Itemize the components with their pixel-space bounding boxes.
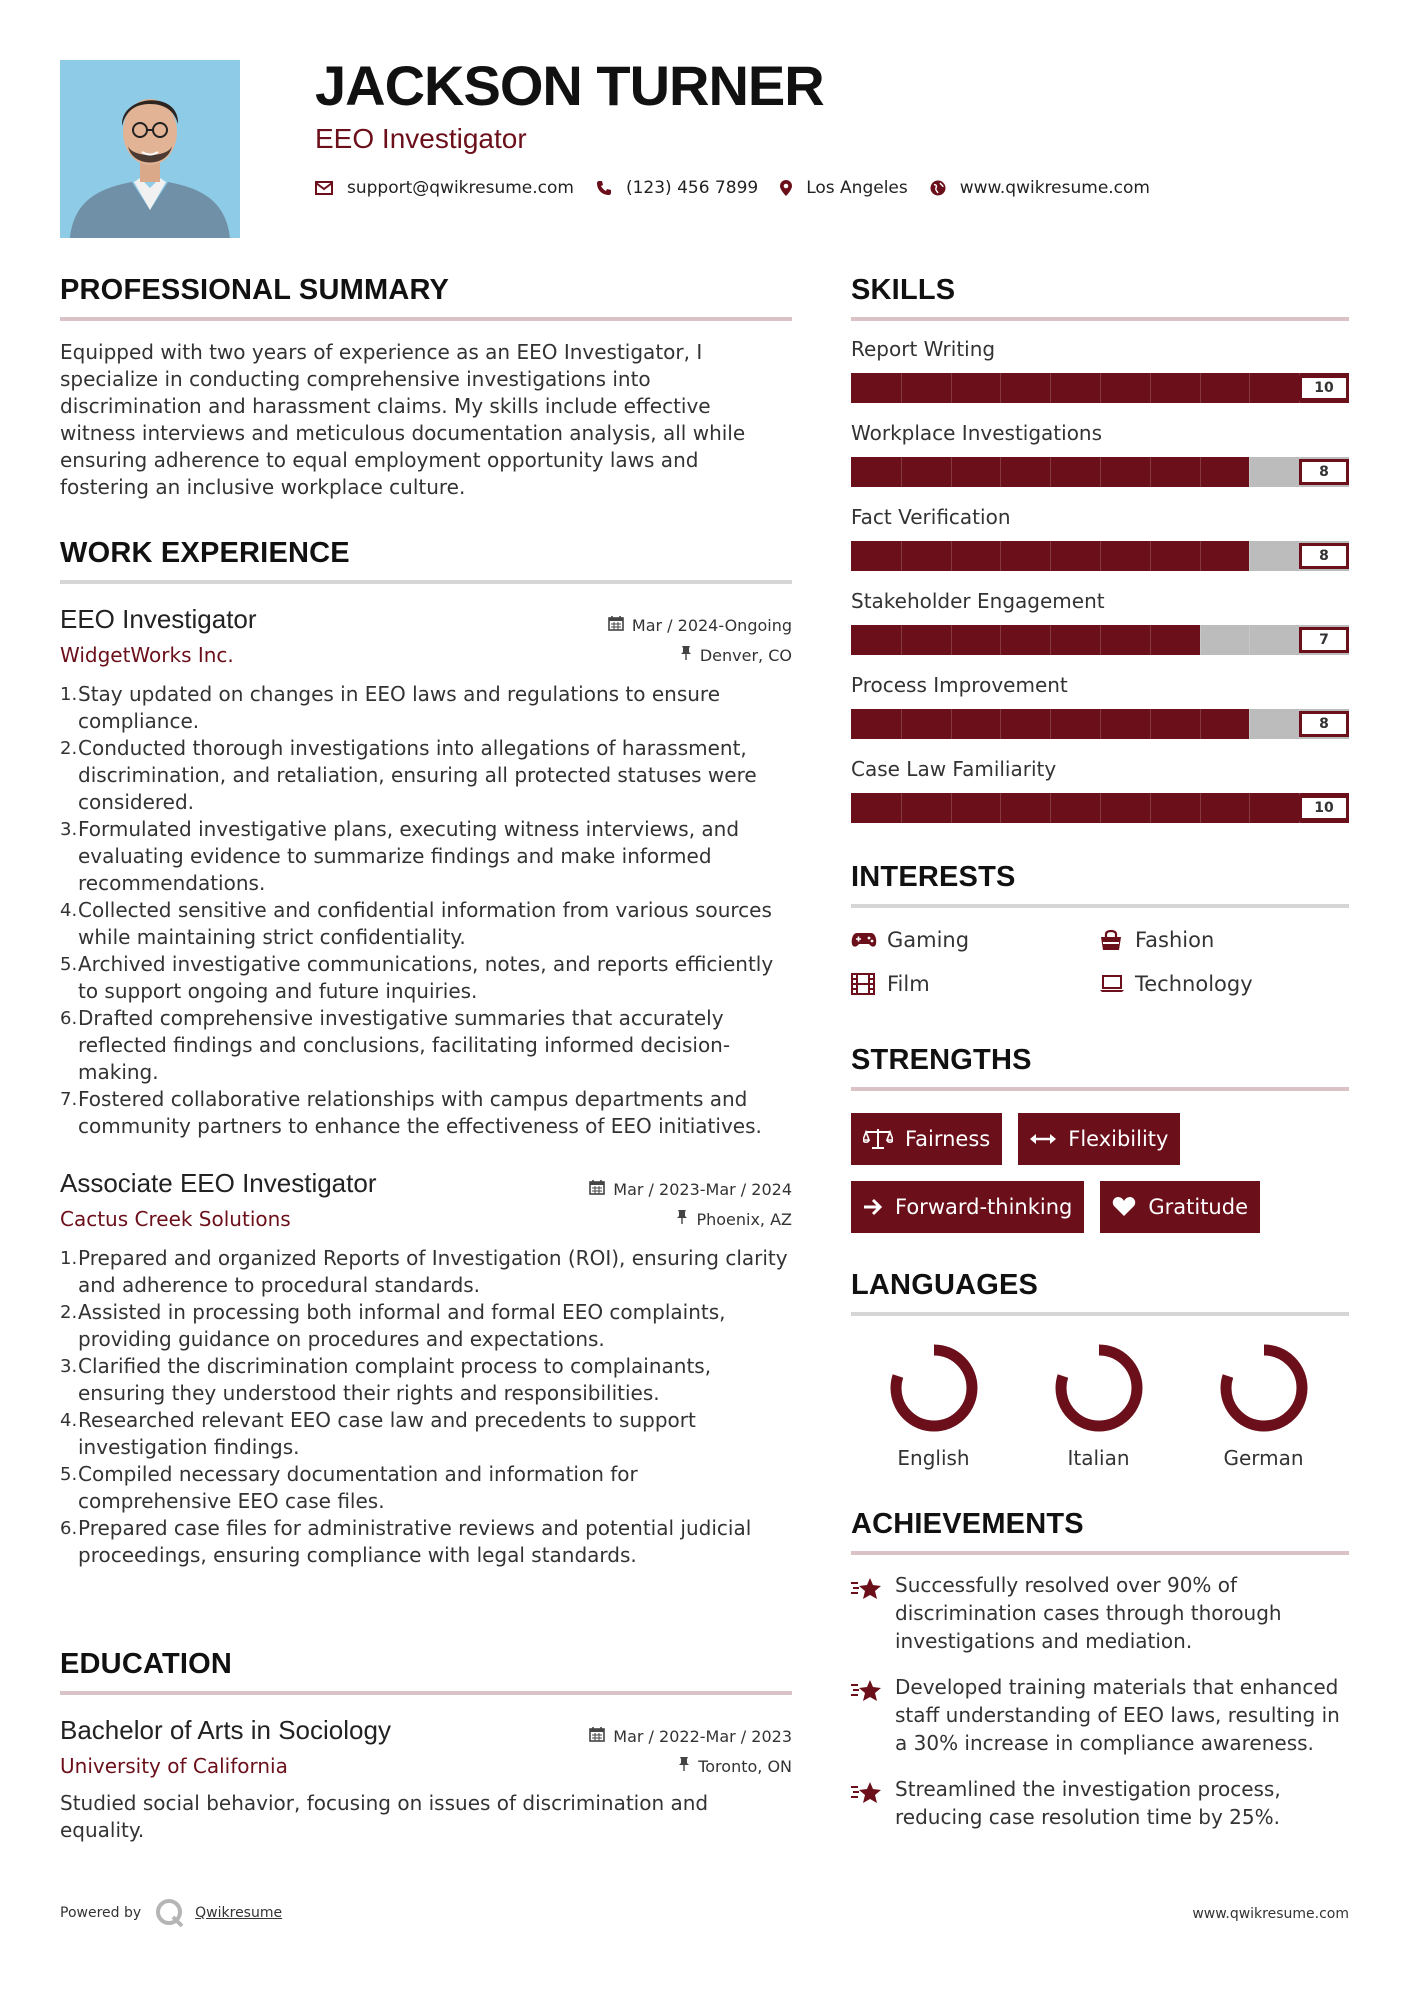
job-role: EEO Investigator — [60, 604, 257, 634]
skill-name: Workplace Investigations — [851, 421, 1103, 445]
section-divider — [60, 580, 792, 584]
list-item: Prepared case files for administrative reviews and potential judicial proceedings, ensuring compliance with legal standards. — [78, 1516, 752, 1567]
skill-bar — [851, 625, 1349, 655]
skill-item — [851, 505, 1349, 571]
skill-level-badge: 7 — [1299, 627, 1349, 653]
skill-bar-segment — [1100, 709, 1101, 739]
skill-bar-segment — [1200, 373, 1201, 403]
skill-bar-segment — [1200, 709, 1201, 739]
arrows-horizontal-icon — [1030, 1132, 1056, 1146]
achievement-text: Successfully resolved over 90% of discrimination cases through thorough investigations and mediation. — [895, 1573, 1282, 1653]
language-ring — [886, 1340, 982, 1436]
contact-website[interactable] — [930, 178, 1150, 198]
strengths-section — [851, 1044, 1349, 1233]
map-pin-icon — [780, 180, 792, 196]
skill-level-badge: 8 — [1299, 711, 1349, 737]
skill-bar-segment — [901, 625, 902, 655]
skill-bar-segment — [1249, 457, 1250, 487]
skill-bar-segment — [1100, 457, 1101, 487]
achievement-item — [851, 1571, 1349, 1655]
profile-photo — [60, 60, 240, 238]
skill-bar-segment — [1249, 625, 1250, 655]
skill-bar-segment — [1100, 793, 1101, 823]
strength-label: Gratitude — [1148, 1195, 1248, 1219]
language-item — [851, 1340, 1016, 1470]
list-item: Compiled necessary documentation and information for comprehensive EEO case files. — [78, 1462, 638, 1513]
job-location-text: Denver, CO — [699, 645, 792, 665]
powered-by-text: Powered by — [60, 1905, 142, 1921]
interest-fashion — [1099, 928, 1349, 952]
skills-section — [851, 274, 1349, 823]
strength-label: Fairness — [905, 1127, 991, 1151]
education-location — [678, 1756, 792, 1776]
skill-bar-segment — [1000, 373, 1001, 403]
skill-bar-segment — [901, 457, 902, 487]
job-location — [676, 1209, 792, 1229]
skill-level-badge: 8 — [1299, 459, 1349, 485]
job-date — [589, 1179, 792, 1199]
job-company: WidgetWorks Inc. — [60, 643, 234, 667]
skill-bar-segment — [901, 541, 902, 571]
education-degree: Bachelor of Arts in Sociology — [60, 1715, 391, 1745]
job-date-text: Mar / 2024-Ongoing — [631, 615, 792, 635]
achievements-heading: ACHIEVEMENTS — [851, 1508, 1084, 1540]
phone-icon — [596, 180, 612, 196]
skill-bar-segment — [1249, 709, 1250, 739]
skill-bar-segment — [1000, 541, 1001, 571]
heart-icon — [1112, 1197, 1136, 1217]
list-item: Stay updated on changes in EEO laws and regulations to ensure compliance. — [78, 682, 721, 733]
skill-bar-segment — [951, 541, 952, 571]
job-date — [608, 615, 792, 635]
skill-bar-segment — [951, 709, 952, 739]
achievement-item — [851, 1775, 1349, 1831]
skill-bar-segment — [901, 793, 902, 823]
skill-name: Fact Verification — [851, 505, 1011, 529]
skill-level-badge: 10 — [1299, 795, 1349, 821]
job-location — [680, 645, 792, 665]
section-divider — [60, 317, 792, 321]
education-location-text: Toronto, ON — [698, 1756, 792, 1776]
skill-item — [851, 421, 1349, 487]
job-location-text: Phoenix, AZ — [696, 1209, 792, 1229]
skill-bar-segment — [1249, 541, 1250, 571]
achievement-text: Developed training materials that enhanced staff understanding of EEO laws, resulting in a 30% increase in compliance awareness. — [895, 1675, 1340, 1755]
language-ring — [1051, 1340, 1147, 1436]
skill-bar-segment — [1200, 793, 1201, 823]
summary-text: Equipped with two years of experience as an EEO Investigator, I specialize in conducting comprehensive investigations into discrimination and harassment claims. My skills include effective witness interviews and meticulous documentation analysis, all while ensuring adherence to equal employment opportunity laws and fostering an inclusive workplace culture. — [60, 340, 746, 499]
strength-gratitude — [1100, 1181, 1260, 1233]
summary-heading: PROFESSIONAL SUMMARY — [60, 274, 450, 306]
skill-bar-segment — [1150, 709, 1151, 739]
skill-bar-segment — [901, 373, 902, 403]
achievements-section — [851, 1508, 1349, 1831]
qwikresume-link[interactable]: Qwikresume — [195, 1905, 283, 1921]
skill-bar-segment — [1100, 625, 1101, 655]
pushpin-icon — [676, 1209, 688, 1229]
skill-bar-segment — [1050, 709, 1051, 739]
interests-heading: INTERESTS — [851, 861, 1016, 893]
skill-bar-segment — [1200, 541, 1201, 571]
skill-name: Case Law Familiarity — [851, 757, 1057, 781]
contact-phone-text: (123) 456 7899 — [625, 178, 759, 198]
skill-bar-segment — [1050, 373, 1051, 403]
interest-film — [851, 972, 1099, 996]
contact-phone[interactable] — [596, 178, 758, 198]
list-item: Conducted thorough investigations into allegations of harassment, discrimination, and retaliation, ensuring all protected statuses were considered. — [78, 736, 757, 814]
skill-bar-segment — [1249, 373, 1250, 403]
job-entry — [60, 1168, 792, 1569]
envelope-icon — [315, 181, 333, 195]
list-item: Archived investigative communications, notes, and reports efficiently to support ongoing and future inquiries. — [78, 952, 774, 1003]
interests-section — [851, 861, 1349, 996]
list-item: Clarified the discrimination complaint process to complainants, ensuring they understood their rights and responsibilities. — [78, 1354, 712, 1405]
contact-bar — [315, 178, 1172, 198]
language-ring-arc — [1226, 1350, 1302, 1426]
skill-bar-segment — [1200, 457, 1201, 487]
job-role: Associate EEO Investigator — [60, 1168, 377, 1198]
education-date — [589, 1726, 792, 1746]
interest-gaming — [851, 928, 1099, 952]
skill-bar-track — [851, 709, 1349, 739]
skill-bar-segment — [1050, 457, 1051, 487]
skill-bar-segment — [1000, 457, 1001, 487]
education-description: Studied social behavior, focusing on issues of discrimination and equality. — [60, 1791, 709, 1842]
list-item: Researched relevant EEO case law and precedents to support investigation findings. — [78, 1408, 696, 1459]
calendar-icon — [589, 1179, 605, 1199]
language-label: English — [897, 1446, 970, 1470]
footer-branding — [60, 1898, 282, 1928]
profile-photo-illustration — [60, 60, 240, 238]
skill-bar-fill — [851, 625, 1200, 655]
job-company: Cactus Creek Solutions — [60, 1207, 291, 1231]
section-divider — [851, 904, 1349, 908]
skill-name: Process Improvement — [851, 673, 1068, 697]
skill-bar-track — [851, 793, 1349, 823]
contact-location-text: Los Angeles — [806, 178, 908, 198]
skill-item — [851, 589, 1349, 655]
skill-bar-segment — [1150, 541, 1151, 571]
languages-heading: LANGUAGES — [851, 1269, 1039, 1301]
interest-technology — [1099, 972, 1349, 996]
skill-bar-track — [851, 373, 1349, 403]
section-divider — [851, 317, 1349, 321]
skills-list — [851, 337, 1349, 823]
skill-bar-segment — [1249, 793, 1250, 823]
skill-bar-segment — [901, 709, 902, 739]
list-item: Collected sensitive and confidential information from various sources while maintaining strict confidentiality. — [78, 898, 772, 949]
languages-list — [851, 1340, 1349, 1470]
strengths-heading: STRENGTHS — [851, 1044, 1032, 1076]
interest-label: Film — [887, 972, 930, 996]
star-icon — [851, 1673, 895, 1757]
skill-bar-segment — [951, 793, 952, 823]
skill-bar — [851, 457, 1349, 487]
list-item: Fostered collaborative relationships with campus departments and community partners to enhance the effectiveness of EEO initiatives. — [78, 1087, 762, 1138]
job-entry — [60, 604, 792, 1140]
contact-location — [780, 178, 908, 198]
shopping-bag-icon — [1099, 929, 1135, 951]
strength-flexibility — [1018, 1113, 1180, 1165]
interest-label: Technology — [1135, 972, 1253, 996]
education-section — [60, 1648, 792, 1844]
footer-url[interactable]: www.qwikresume.com — [1192, 1906, 1349, 1922]
section-divider — [851, 1312, 1349, 1316]
qwikresume-logo-icon — [155, 1898, 185, 1928]
language-ring-arc — [1061, 1350, 1137, 1426]
language-item — [1181, 1340, 1346, 1470]
skill-bar-track — [851, 625, 1349, 655]
skill-bar-segment — [1100, 541, 1101, 571]
pushpin-icon — [680, 645, 692, 665]
calendar-icon — [608, 615, 624, 635]
skill-bar-segment — [1150, 793, 1151, 823]
skill-bar-track — [851, 541, 1349, 571]
skill-bar-segment — [1100, 373, 1101, 403]
skills-heading: SKILLS — [851, 274, 956, 306]
skill-name: Stakeholder Engagement — [851, 589, 1105, 613]
education-date-text: Mar / 2022-Mar / 2023 — [613, 1726, 792, 1746]
achievement-text: Streamlined the investigation process, reducing case resolution time by 25%. — [895, 1777, 1281, 1829]
skill-name: Report Writing — [851, 337, 996, 361]
skill-bar-segment — [1000, 793, 1001, 823]
job-bullets — [60, 681, 792, 1140]
section-divider — [851, 1551, 1349, 1555]
skill-item — [851, 673, 1349, 739]
strength-forward-thinking — [851, 1181, 1084, 1233]
contact-email[interactable] — [315, 178, 574, 198]
star-icon — [851, 1571, 895, 1655]
list-item: Drafted comprehensive investigative summaries that accurately reflected findings and conclusions, facilitating informed decision-making. — [78, 1006, 731, 1084]
gamepad-icon — [851, 931, 887, 949]
skill-bar-segment — [951, 457, 952, 487]
job-bullets — [60, 1245, 792, 1569]
language-ring-arc — [896, 1350, 972, 1426]
language-ring — [1216, 1340, 1312, 1436]
skill-bar-segment — [951, 625, 952, 655]
strength-fairness — [851, 1113, 1002, 1165]
skill-bar-segment — [1150, 457, 1151, 487]
education-school: University of California — [60, 1754, 288, 1778]
list-item: Formulated investigative plans, executing witness interviews, and evaluating evidence to summarize findings and make informed recommendations. — [78, 817, 740, 895]
left-column — [60, 274, 792, 1569]
skill-item — [851, 757, 1349, 823]
achievement-item — [851, 1673, 1349, 1757]
skill-bar-segment — [1150, 373, 1151, 403]
star-icon — [851, 1775, 895, 1831]
pushpin-icon — [678, 1756, 690, 1776]
skill-bar-segment — [1150, 625, 1151, 655]
skill-bar-segment — [1200, 625, 1201, 655]
skill-bar-track — [851, 457, 1349, 487]
skill-bar — [851, 373, 1349, 403]
balance-scale-icon — [863, 1128, 893, 1150]
skill-bar-segment — [1000, 625, 1001, 655]
interest-label: Fashion — [1135, 928, 1215, 952]
skill-bar-segment — [1050, 625, 1051, 655]
list-item: Prepared and organized Reports of Investigation (ROI), ensuring clarity and adherence to procedural standards. — [78, 1246, 788, 1297]
skill-bar-segment — [1050, 793, 1051, 823]
language-label: Italian — [1067, 1446, 1130, 1470]
skill-bar — [851, 541, 1349, 571]
skill-bar — [851, 793, 1349, 823]
skill-item — [851, 337, 1349, 403]
section-divider — [60, 1691, 792, 1695]
film-icon — [851, 973, 887, 995]
skill-bar-segment — [1050, 541, 1051, 571]
globe-icon — [930, 180, 946, 196]
arrow-right-icon — [863, 1198, 883, 1216]
skill-level-badge: 10 — [1299, 375, 1349, 401]
experience-heading: WORK EXPERIENCE — [60, 537, 350, 569]
language-item — [1016, 1340, 1181, 1470]
calendar-icon — [589, 1726, 605, 1746]
skill-bar — [851, 709, 1349, 739]
interest-label: Gaming — [887, 928, 970, 952]
skill-bar-segment — [951, 373, 952, 403]
contact-website-text: www.qwikresume.com — [959, 178, 1150, 198]
experience-section — [60, 537, 792, 1569]
right-column — [851, 274, 1349, 1831]
contact-email-text: support@qwikresume.com — [347, 178, 574, 198]
strength-label: Forward-thinking — [895, 1195, 1073, 1219]
laptop-icon — [1099, 975, 1135, 993]
skill-bar-segment — [1000, 709, 1001, 739]
job-date-text: Mar / 2023-Mar / 2024 — [613, 1179, 792, 1199]
section-divider — [851, 1087, 1349, 1091]
skill-level-badge: 8 — [1299, 543, 1349, 569]
list-item: Assisted in processing both informal and formal EEO complaints, providing guidance on procedures and expectations. — [78, 1300, 726, 1351]
languages-section — [851, 1269, 1349, 1470]
candidate-name: JACKSON TURNER — [315, 54, 824, 117]
strength-label: Flexibility — [1068, 1127, 1169, 1151]
summary-section — [60, 274, 792, 501]
candidate-title: EEO Investigator — [315, 123, 527, 154]
language-label: German — [1223, 1446, 1304, 1470]
education-heading: EDUCATION — [60, 1648, 233, 1680]
